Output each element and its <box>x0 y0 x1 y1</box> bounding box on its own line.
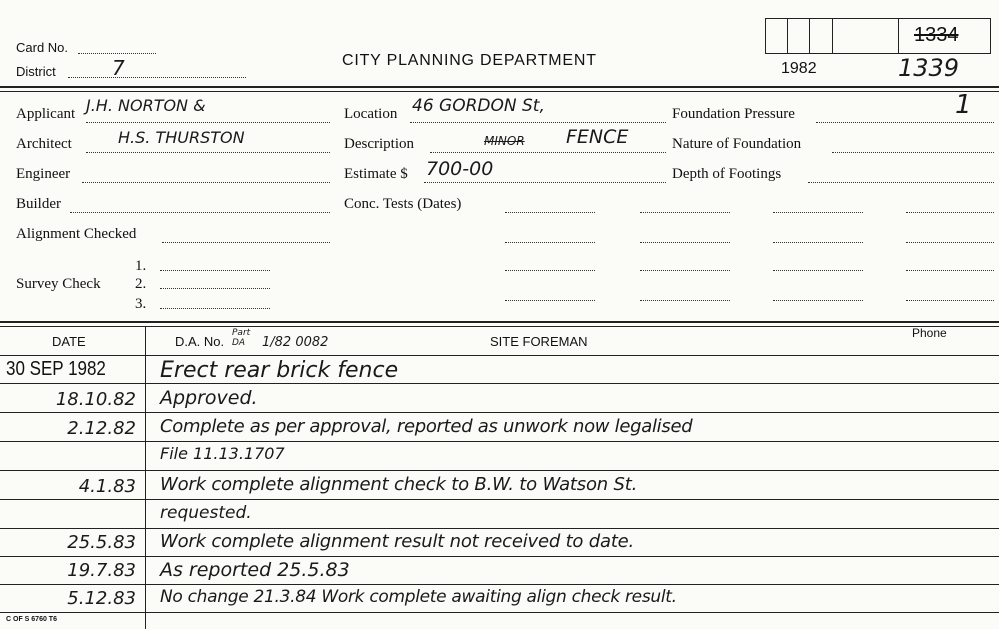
survey-label: Survey Check <box>16 276 101 292</box>
department-title: CITY PLANNING DEPARTMENT <box>342 52 597 69</box>
form-code: C OF S 6760 T6 <box>6 616 57 623</box>
conc-tests-label: Conc. Tests (Dates) <box>344 196 462 212</box>
log-date: 19.7.83 <box>67 560 136 581</box>
log-date: 25.5.83 <box>67 532 136 553</box>
log-entry: requested. <box>160 503 252 523</box>
estimate-value: 700-00 <box>426 158 494 180</box>
log-date: 2.12.82 <box>67 418 136 439</box>
survey-item-1: 1. <box>135 258 147 274</box>
alignment-label: Alignment Checked <box>16 226 137 242</box>
log-entry: Erect rear brick fence <box>160 358 399 383</box>
foundation-pressure-label: Foundation Pressure <box>672 106 795 122</box>
log-date: 18.10.82 <box>55 389 136 410</box>
log-date: 4.1.83 <box>78 476 136 497</box>
applicant-label: Applicant <box>16 106 76 122</box>
district-value: 7 <box>112 56 125 80</box>
builder-label: Builder <box>16 196 61 212</box>
log-entry: No change 21.3.84 Work complete awaiting align check result. <box>160 587 677 607</box>
description-value: FENCE <box>566 126 629 148</box>
log-entry: Work complete alignment result not received to date. <box>160 531 635 552</box>
card-no-label: Card No. <box>16 40 69 55</box>
card-number-struck: 1334 <box>914 24 959 46</box>
card-no-line <box>78 53 156 54</box>
nature-of-foundation-label: Nature of Foundation <box>672 136 802 152</box>
district-label: District <box>16 64 56 79</box>
year: 1982 <box>781 60 817 77</box>
architect-label: Architect <box>16 136 72 152</box>
log-date: 30 SEP 1982 <box>6 358 106 380</box>
log-entry: Complete as per approval, reported as unwork now legalised <box>160 416 693 437</box>
engineer-label: Engineer <box>16 166 71 182</box>
applicant-value: J.H. NORTON & <box>86 96 206 115</box>
log-entry: Work complete alignment check to B.W. to Watson St. <box>160 474 638 495</box>
location-label: Location <box>344 106 398 122</box>
card-number: 1339 <box>898 54 960 82</box>
phone-header: Phone <box>912 326 947 340</box>
foundation-pressure-value: 1 <box>955 90 972 120</box>
da-value: 1/82 0082 <box>262 335 329 350</box>
description-label: Description <box>344 136 414 152</box>
da-label: D.A. No. <box>175 334 225 349</box>
district-line <box>68 77 246 78</box>
site-foreman-header: SITE FOREMAN <box>490 334 588 349</box>
depth-of-footings-label: Depth of Footings <box>672 166 782 182</box>
estimate-label: Estimate $ <box>344 166 408 182</box>
log-date: 5.12.83 <box>67 588 136 609</box>
date-header: DATE <box>52 334 86 349</box>
log-entry: File 11.13.1707 <box>160 444 285 463</box>
description-struck: MINOR <box>484 134 525 148</box>
location-value: 46 GORDON St, <box>412 96 545 116</box>
log-entry: Approved. <box>160 387 258 409</box>
survey-item-3: 3. <box>135 296 147 312</box>
architect-value: H.S. THURSTON <box>118 128 245 147</box>
log-entry: As reported 25.5.83 <box>160 559 350 581</box>
survey-item-2: 2. <box>135 276 147 292</box>
da-prefix: Part DA <box>232 328 251 348</box>
